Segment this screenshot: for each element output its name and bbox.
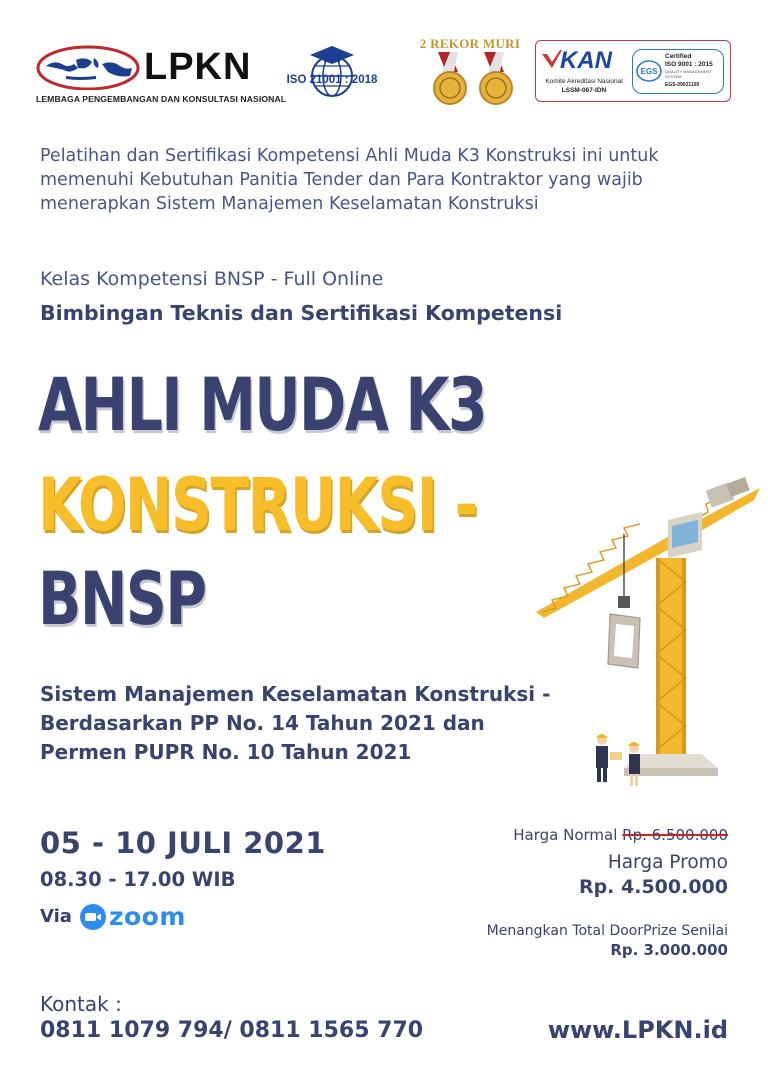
kan-line1: Komite Akreditasi Nasional	[545, 78, 623, 85]
platform-line	[40, 902, 186, 931]
zoom-camera-icon	[80, 904, 106, 930]
event-date: 05 - 10 JULI 2021	[40, 826, 326, 860]
class-type: Kelas Kompetensi BNSP - Full Online	[40, 268, 384, 290]
lpkn-subtitle: LEMBAGA PENGEMBANGAN DAN KONSULTASI NASIONAL	[36, 94, 287, 104]
kan-line2: LSSM-067-IDN	[561, 87, 607, 94]
normal-price-label: Harga Normal	[513, 826, 618, 844]
iso-label: ISO 21001 : 2018	[286, 74, 378, 86]
medal-icon	[424, 52, 520, 108]
intro-paragraph: Pelatihan dan Sertifikasi Kompetensi Ahli Muda K3 Konstruksi ini untuk memenuhi Kebutuhan Panitia Tender dan Para Kontraktor yang wajib menerapkan Sistem Manajemen Keselamatan Konstruksi	[40, 146, 659, 214]
muri-logo	[414, 36, 526, 108]
kan-egs-certification	[535, 40, 731, 102]
pricing-block	[487, 826, 728, 959]
headline-line2: KONSTRUKSI -	[38, 463, 477, 548]
svg-text:EGS: EGS	[640, 67, 658, 76]
program-title: Bimbingan Teknis dan Sertifikasi Kompetensi	[40, 301, 563, 325]
lpkn-logo	[36, 42, 287, 106]
promo-price-label: Harga Promo	[607, 852, 728, 873]
egs-badge	[632, 49, 724, 94]
contact-label: Kontak :	[40, 992, 122, 1016]
normal-price-row	[487, 826, 728, 844]
muri-label: 2 REKOR MURI	[419, 36, 521, 51]
via-label: Via	[40, 906, 72, 927]
kan-wordmark: KAN	[560, 47, 612, 74]
graduation-globe-icon	[304, 44, 360, 100]
doorprize-value: Rp. 3.000.000	[610, 941, 728, 959]
normal-price-value: Rp. 6.500.000	[622, 826, 728, 844]
regulation-text: Sistem Manajemen Keselamatan Konstruksi - Berdasarkan PP No. 14 Tahun 2021 dan Permen PUPR No. 10 Tahun 2021	[40, 682, 551, 764]
egs-line3: QUALITY MANAGEMENT SYSTEM	[665, 69, 712, 79]
indonesia-map-icon	[36, 44, 140, 90]
egs-line4: EGS-09021109	[665, 82, 700, 88]
contact-phones[interactable]: 0811 1079 794/ 0811 1565 770	[40, 1018, 424, 1043]
iso-logo	[286, 44, 378, 106]
egs-line1: Certified	[665, 53, 692, 60]
zoom-wordmark: zoom	[108, 902, 186, 931]
promo-price-value: Rp. 4.500.000	[578, 876, 728, 898]
headline-line1: AHLI MUDA K3	[38, 363, 487, 448]
kan-check-icon	[542, 50, 562, 70]
egs-line2: ISO 9001 : 2015	[665, 61, 713, 68]
event-time: 08.30 - 17.00 WIB	[40, 868, 236, 891]
doorprize-label: Menangkan Total DoorPrize Senilai	[486, 923, 728, 939]
website-link[interactable]: www.LPKN.id	[547, 1016, 728, 1044]
headline-line3: BNSP	[38, 557, 206, 642]
egs-globe-icon	[636, 60, 662, 82]
lpkn-wordmark: LPKN	[144, 46, 252, 88]
